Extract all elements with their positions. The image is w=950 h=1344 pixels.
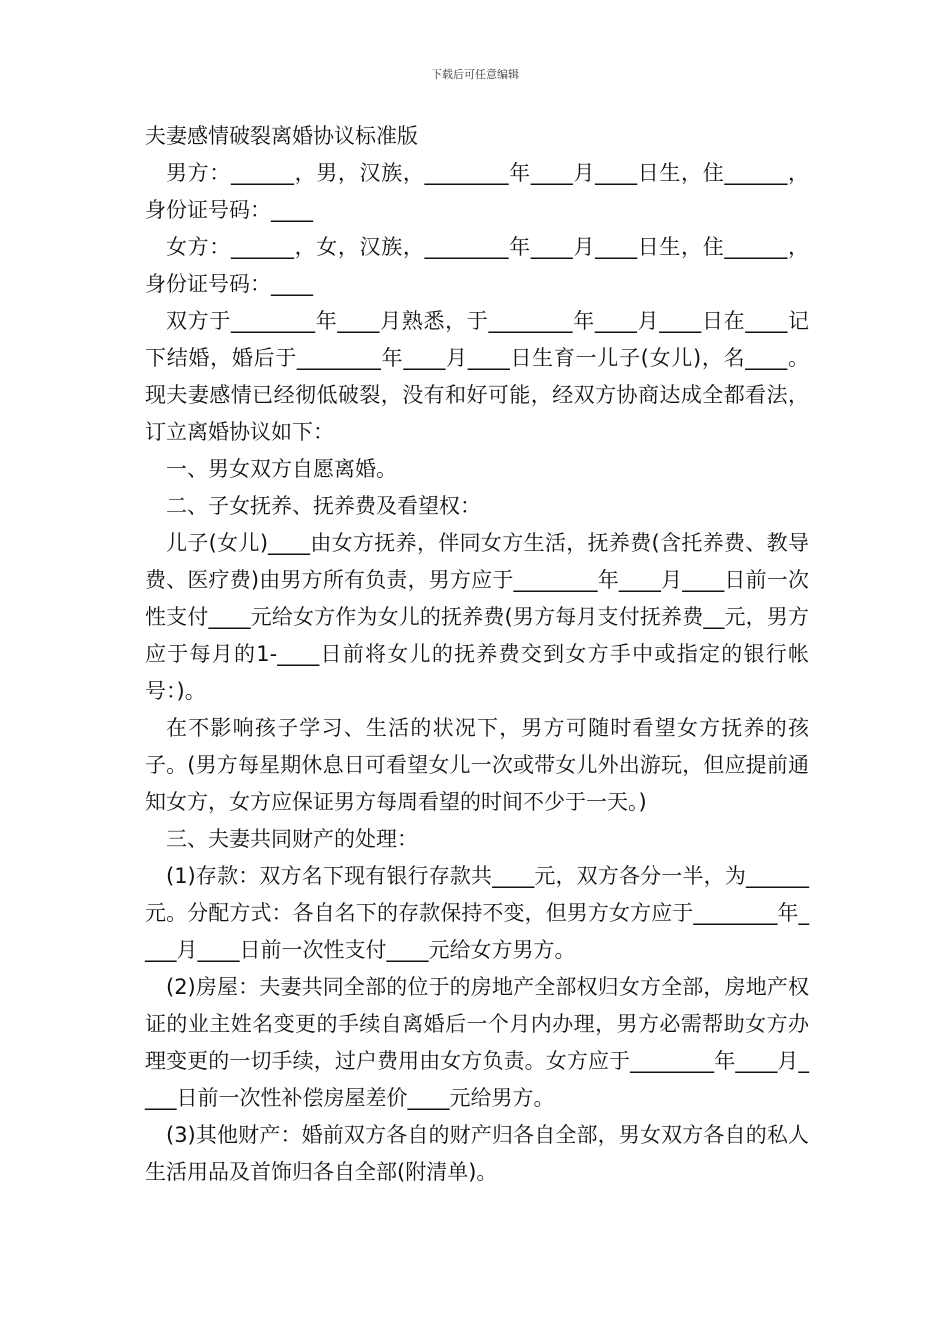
paragraph-clause-2-heading: 二、子女抚养、抚养费及看望权： — [166, 494, 481, 518]
paragraph-clause-1: 一、男女双方自愿离婚。 — [166, 457, 397, 481]
paragraph-male-party: 男方：______，男，汉族，________年____月____日生，住______，身份证号码：____ — [145, 161, 809, 222]
page-header-note: 下载后可任意编辑 — [431, 68, 519, 81]
paragraph-child-support: 儿子(女儿)____由女方抚养，伴同女方生活，抚养费(含托养费、教导费、医疗费)由男方所有负责，男方应于________年____月____日前一次性支付____元给女方作为女儿的抚养费(男方每月支付抚养费__元，男方应于每月的1-____日前将女儿的抚养费交到女方手中或指定的银行帐号：)。 — [145, 531, 809, 703]
paragraph-visitation: 在不影响孩子学习、生活的状况下，男方可随时看望女方抚养的孩子。(男方每星期休息日可看望女儿一次或带女儿外出游玩，但应提前通知女方，女方应保证男方每周看望的时间不少于一天。) — [145, 716, 809, 814]
paragraph-housing: (2)房屋：夫妻共同全部的位于的房地产全部权归女方全部，房地产权证的业主姓名变更的手续自离婚后一个月内办理，男方必需帮助女方办理变更的一切手续，过户费用由女方负责。女方应于________年____月____日前一次性补偿房屋差价____元给男方。 — [145, 975, 809, 1110]
paragraph-deposits: (1)存款：双方名下现有银行存款共____元，双方各分一半，为______元。分配方式：各自名下的存款保持不变，但男方女方应于________年____月____日前一次性支付____元给女方男方。 — [145, 864, 809, 962]
document-title: 夫妻感情破裂离婚协议标准版 — [145, 124, 418, 148]
paragraph-clause-3-heading: 三、夫妻共同财产的处理： — [166, 827, 418, 851]
paragraph-marriage-background: 双方于________年____月熟悉，于________年____月____日在____记下结婚，婚后于________年____月____日生育一儿子(女儿)，名____。现夫妻感情已经彻低破裂，没有和好可能，经双方协商达成全都看法，订立离婚协议如下： — [145, 309, 809, 444]
paragraph-other-property: (3)其他财产：婚前双方各自的财产归各自全部，男女双方各自的私人生活用品及首饰归各自全部(附清单)。 — [145, 1123, 809, 1184]
document-body — [145, 118, 809, 1191]
paragraph-female-party: 女方：______，女，汉族，________年____月____日生，住______，身份证号码：____ — [145, 235, 809, 296]
